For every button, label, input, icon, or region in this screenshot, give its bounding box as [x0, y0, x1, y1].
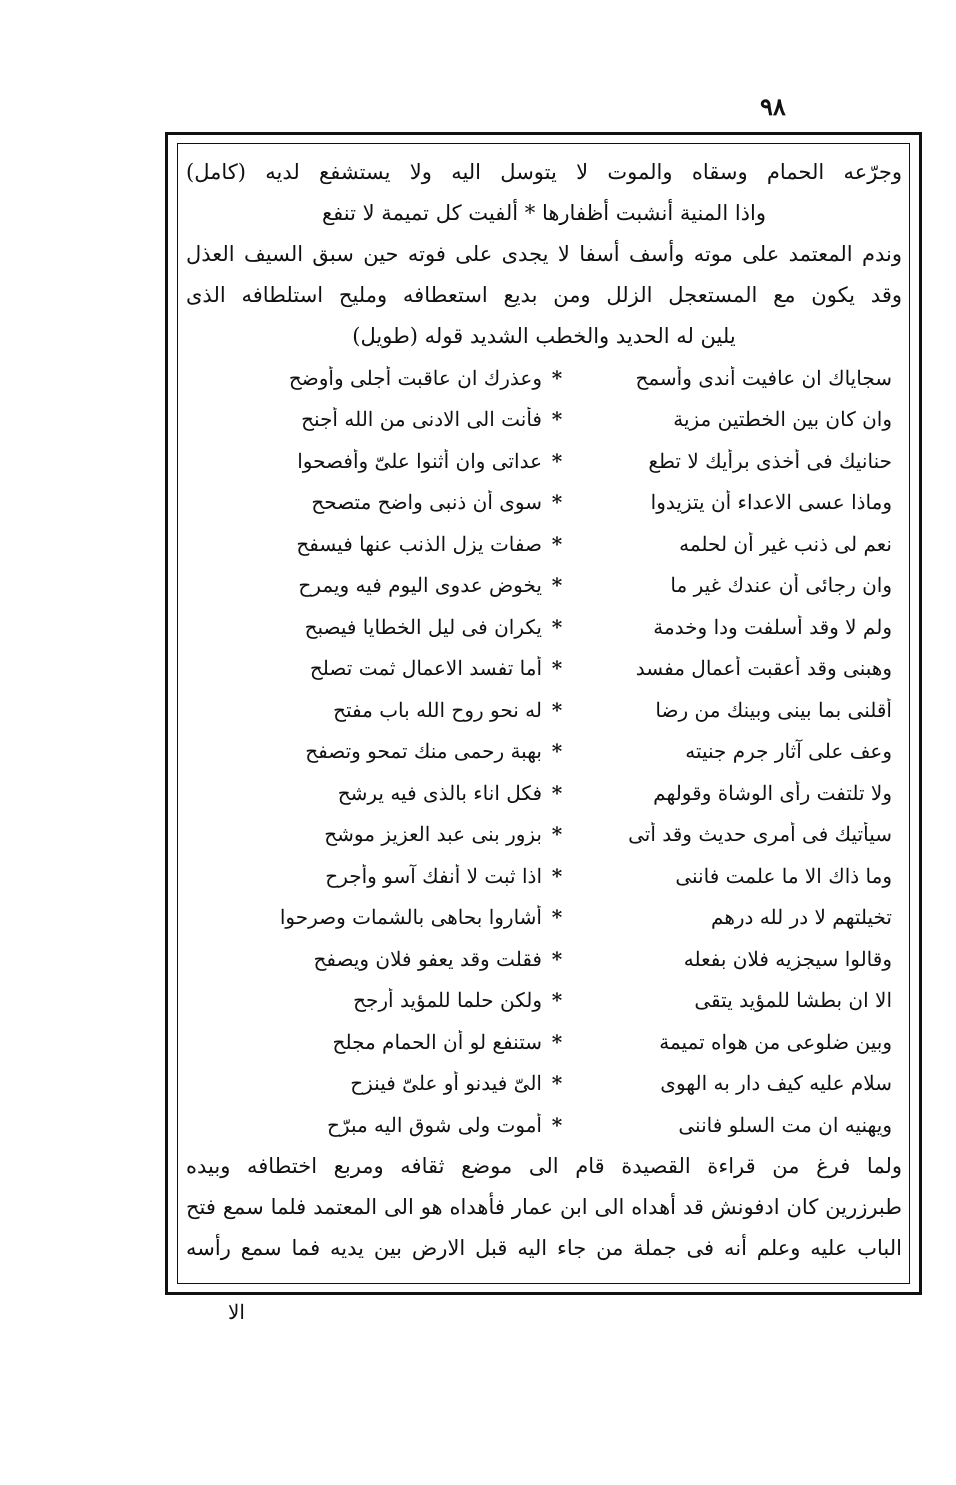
prose-line: وجرّعه الحمام وسقاه والموت لا يتوسل اليه ولا يستشفع لديه (كامل)	[186, 160, 902, 184]
verse-line	[186, 814, 902, 856]
verse-line	[186, 523, 902, 565]
verse-separator: *	[551, 822, 563, 847]
verse-second-hemistich: بهبة رحمى منك تمحو وتصفح	[305, 739, 542, 764]
verse-separator: *	[551, 407, 563, 432]
intro-block	[186, 152, 902, 357]
verse-separator: *	[551, 697, 563, 722]
verse-separator: *	[551, 1029, 563, 1054]
verse-first-hemistich: ويهنيه ان مت السلو فاننى	[678, 1112, 892, 1137]
verse-first-hemistich: سلام عليه كيف دار به الهوى	[660, 1071, 892, 1096]
verse-line	[186, 938, 902, 980]
closing-block	[186, 1146, 902, 1269]
verse-separator: *	[551, 739, 563, 764]
verse-separator: *	[551, 1071, 563, 1096]
page-number: ٩٨	[760, 92, 786, 121]
verse-second-hemistich: وعذرك ان عاقبت أجلى وأوضح	[288, 365, 542, 390]
page-text	[186, 152, 902, 1276]
verse-second-hemistich: عداتى وان أثنوا علىّ وأفصحوا	[297, 448, 542, 473]
verse-line	[186, 897, 902, 939]
verse-second-hemistich: بزور بنى عبد العزيز موشح	[324, 822, 542, 847]
verse-separator: *	[551, 988, 563, 1013]
verse-separator: *	[551, 573, 563, 598]
verse-first-hemistich: سجاياك ان عافيت أندى وأسمح	[635, 365, 892, 390]
verse-second-hemistich: أما تفسد الاعمال ثمت تصلح	[309, 656, 542, 681]
verse-second-hemistich: سوى أن ذنبى واضح متصحح	[311, 490, 542, 515]
verse-line	[186, 772, 902, 814]
verse-line	[186, 606, 902, 648]
verse-first-hemistich: وان كان بين الخطتين مزية	[673, 407, 892, 432]
verse-first-hemistich: وما ذاك الا ما علمت فاننى	[675, 863, 892, 888]
prose-line: يلين له الحديد والخطب الشديد قوله (طويل)	[352, 324, 736, 348]
verse-second-hemistich: يخوض عدوى اليوم فيه ويمرح	[298, 573, 542, 598]
verse-line	[186, 1104, 902, 1146]
verse-separator: *	[551, 365, 563, 390]
verse-line	[186, 648, 902, 690]
verse-second-hemistich: ستنفع لو أن الحمام مجلح	[332, 1029, 542, 1054]
verse-second-hemistich: اذا ثبت لا أنفك آسو وأجرح	[325, 863, 542, 888]
verse-line	[186, 1021, 902, 1063]
prose-line: الباب عليه وعلم أنه فى جملة من جاء اليه قبل الارض بين يديه فما سمع رأسه	[186, 1235, 902, 1260]
verse-second-hemistich: فأنت الى الادنى من الله أجنح	[301, 407, 542, 432]
verse-first-hemistich: وان رجائى أن عندك غير ما	[670, 573, 892, 598]
verse-second-hemistich: يكران فى ليل الخطايا فيصبح	[304, 614, 542, 639]
prose-line: وقد يكون مع المستعجل الزلل ومن بديع استعطافه ومليح استلطافه الذى	[186, 283, 902, 307]
verse-first-hemistich: حنانيك فى أخذى برأيك لا تطع	[648, 448, 892, 473]
verse-separator: *	[551, 905, 563, 930]
verse-first-hemistich: أقلنى بما بينى وبينك من رضا	[655, 697, 892, 722]
verse-second-hemistich: أموت ولى شوق اليه مبرّح	[327, 1112, 542, 1137]
verse-first-hemistich: سيأتيك فى أمرى حديث وقد أتى	[628, 822, 892, 847]
verse-second-hemistich: فكل اناء بالذى فيه يرشح	[337, 780, 542, 805]
prose-line: واذا المنية أنشبت أظفارها * ألفيت كل تميمة لا تنفع	[322, 201, 766, 225]
verse-second-hemistich: فقلت وقد يعفو فلان ويصفح	[313, 946, 542, 971]
verse-line	[186, 855, 902, 897]
verse-line	[186, 357, 902, 399]
verse-first-hemistich: تخيلتهم لا در لله درهم	[711, 905, 892, 930]
verse-separator: *	[551, 1112, 563, 1137]
poem-block	[186, 357, 902, 1146]
verse-line	[186, 980, 902, 1022]
verse-second-hemistich: أشاروا بحاهى بالشمات وصرحوا	[279, 905, 542, 930]
verse-separator: *	[551, 656, 563, 681]
verse-line	[186, 1063, 902, 1105]
verse-separator: *	[551, 780, 563, 805]
verse-first-hemistich: الا ان بطشا للمؤيد يتقى	[694, 988, 892, 1013]
prose-line: طبرزرين كان ادفونش قد أهداه الى ابن عمار فأهداه هو الى المعتمد فلما سمع فتح	[186, 1194, 902, 1219]
verse-separator: *	[551, 531, 563, 556]
verse-second-hemistich: صفات يزل الذنب عنها فيسفح	[296, 531, 542, 556]
verse-separator: *	[551, 863, 563, 888]
verse-line	[186, 731, 902, 773]
verse-first-hemistich: وماذا عسى الاعداء أن يتزيدوا	[650, 490, 892, 515]
verse-line	[186, 440, 902, 482]
verse-second-hemistich: ولكن حلما للمؤيد أرجح	[353, 988, 542, 1013]
verse-line	[186, 565, 902, 607]
verse-first-hemistich: وهبنى وقد أعقبت أعمال مفسد	[635, 656, 892, 681]
verse-second-hemistich: له نحو روح الله باب مفتح	[333, 697, 542, 722]
verse-line	[186, 689, 902, 731]
verse-separator: *	[551, 490, 563, 515]
verse-first-hemistich: وبين ضلوعى من هواه تميمة	[659, 1029, 892, 1054]
prose-line: وندم المعتمد على موته وأسف أسفا لا يجدى على فوته حين سبق السيف العذل	[186, 242, 902, 266]
verse-first-hemistich: وقالوا سيجزيه فلان بفعله	[683, 946, 892, 971]
verse-first-hemistich: ولا تلتفت رأى الوشاة وقولهم	[653, 780, 892, 805]
verse-separator: *	[551, 946, 563, 971]
catchword: الا	[228, 1300, 245, 1324]
verse-line	[186, 399, 902, 441]
verse-first-hemistich: وعف على آثار جرم جنيته	[685, 739, 892, 764]
verse-first-hemistich: نعم لى ذنب غير أن لحلمه	[679, 531, 892, 556]
verse-separator: *	[551, 448, 563, 473]
verse-second-hemistich: الىّ فيدنو أو علىّ فينزح	[350, 1071, 542, 1096]
verse-first-hemistich: ولم لا وقد أسلفت ودا وخدمة	[653, 614, 892, 639]
verse-separator: *	[551, 614, 563, 639]
verse-line	[186, 482, 902, 524]
prose-line: ولما فرغ من قراءة القصيدة قام الى موضع ثقافه ومربع اختطافه وبيده	[186, 1153, 902, 1178]
